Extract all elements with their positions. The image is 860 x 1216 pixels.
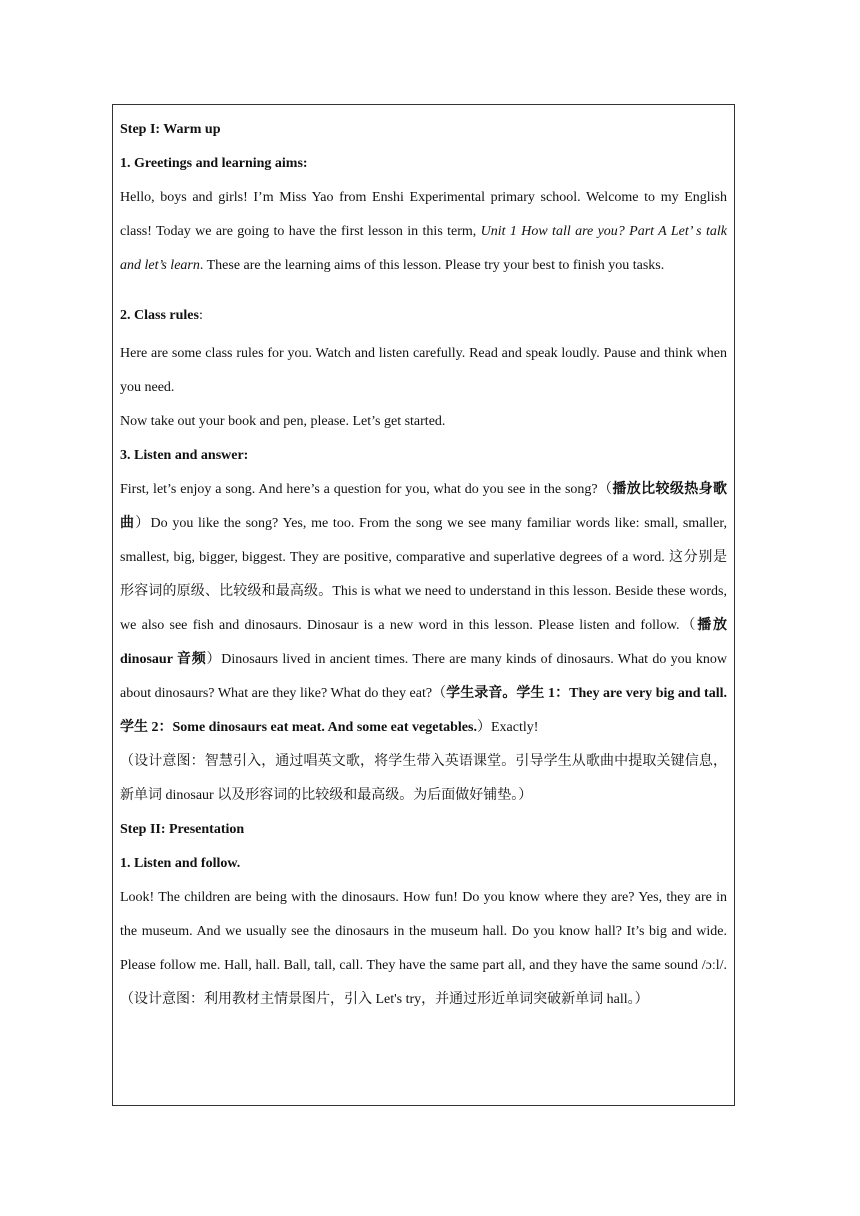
step1-heading: Step I: Warm up [120,122,221,137]
listen-follow-paragraph: Look! The children are being with the dinosaurs. How fun! Do you know where they are? Yes, they are in the museum. And we usually see the dinosaurs in the museum hall. Do you know hall? It’s big and wide. Please follow me. Hall, hall. Ball, tall, call. They have the same part all, and they have the same sound /ɔːl/. （设计意图：利用教材主情景图片，引入 Let's try，并通过形近单词突破新单词 hall。） [120,890,727,1007]
greetings-heading: 1. Greetings and learning aims: [120,156,308,171]
class-rules-paragraph: Here are some class rules for you. Watch and listen carefully. Read and speak loudly. Pause and think when you need. [120,346,727,395]
lesson-plan-table-cell [112,104,735,1106]
class-rules-heading: 2. Class rules: [120,308,203,323]
unit-title: Unit 1 How tall are you? Part A Let’ s talk and let’s learn [120,224,727,273]
get-started-line: Now take out your book and pen, please. Let’s get started. [120,414,446,429]
listen-follow-heading: 1. Listen and follow. [120,856,241,871]
design-intent-note-1: （设计意图：智慧引入，通过唱英文歌，将学生带入英语课堂。引导学生从歌曲中提取关键信息，新单词 dinosaur 以及形容词的比较级和最高级。为后面做好铺垫。） [120,754,727,803]
listen-answer-heading: 3. Listen and answer: [120,448,249,463]
step2-heading: Step II: Presentation [120,822,245,837]
listen-answer-paragraph: First, let’s enjoy a song. And here’s a question for you, what do you see in the song?（播放比较级热身歌曲）Do you like the song? Yes, me too. From the song we see many familiar words like: small, smaller, smallest, big, bigger, biggest. They are positive, comparative and superlative degrees of a word. 这分别是形容词的原级、比较级和最高级。This is what we need to understand in this lesson. Beside these words, we also see fish and dinosaurs. Dinosaur is a new word in this lesson. Please listen and follow.（播放 dinosaur 音频）Dinosaurs lived in ancient times. There are many kinds of dinosaurs. What do you know about dinosaurs? What are they like? What do they eat?（学生录音。学生 1：They are very big and tall. 学生 2：Some dinosaurs eat meat. And some eat vegetables.）Exactly! [120,482,728,735]
greetings-paragraph: Hello, boys and girls! I’m Miss Yao from Enshi Experimental primary school. Welcome to my English class! Today we are going to have the first lesson in this term, Unit 1 How tall are you? Part A Let’ s talk and let’s learn. These are the learning aims of this lesson. Please try your best to finish you tasks. [120,190,727,273]
